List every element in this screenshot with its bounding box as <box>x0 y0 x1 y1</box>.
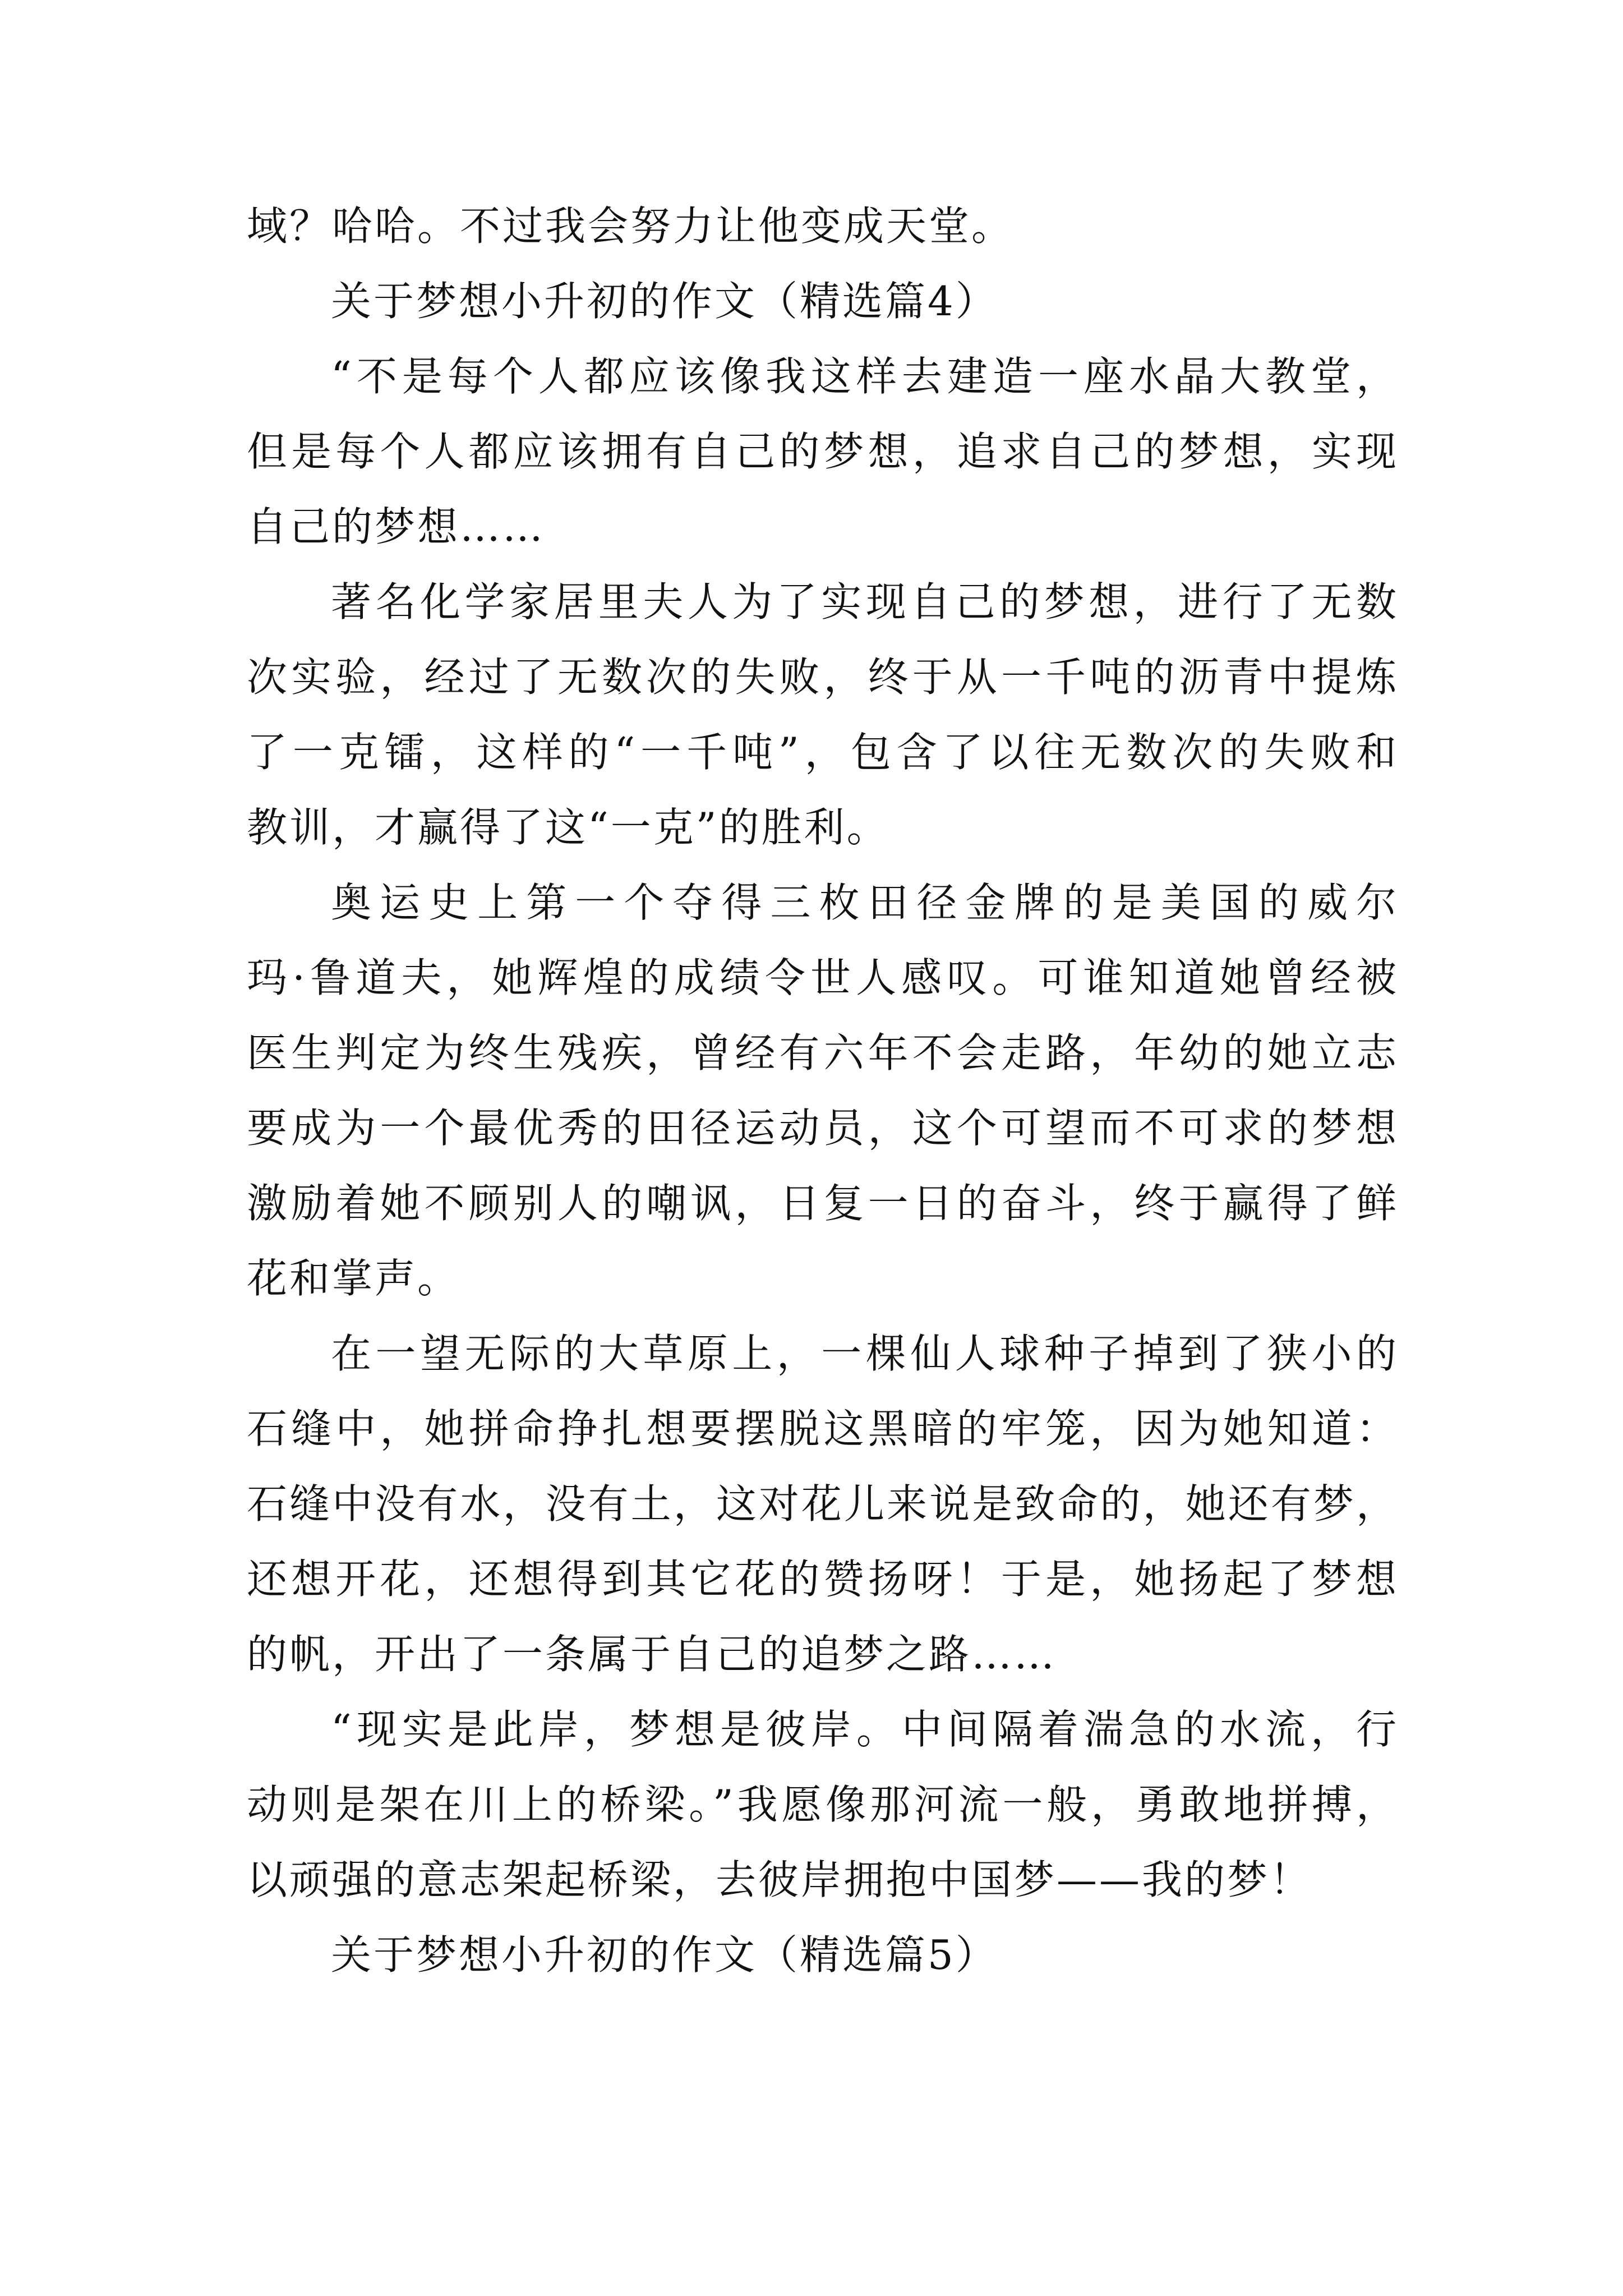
section-heading: 关于梦想小升初的作文（精选篇4） <box>331 278 998 325</box>
paragraph-line: 域？哈哈。不过我会努力让他变成天堂。 <box>247 203 1015 250</box>
paragraph-line: 激励着她不顾别人的嘲讽，日复一日的奋斗，终于赢得了鲜 <box>247 1180 1396 1227</box>
document-body <box>247 188 1396 1993</box>
paragraph-line: 著名化学家居里夫人为了实现自己的梦想，进行了无数 <box>331 578 1396 625</box>
paragraph-line: 但是每个人都应该拥有自己的梦想，追求自己的梦想，实现 <box>247 428 1396 475</box>
paragraph-line: 玛·鲁道夫，她辉煌的成绩令世人感叹。可谁知道她曾经被 <box>247 954 1396 1001</box>
paragraph-line: 以顽强的意志架起桥梁，去彼岸拥抱中国梦——我的梦！ <box>247 1856 1313 1903</box>
paragraph-line: 次实验，经过了无数次的失败，终于从一千吨的沥青中提炼 <box>247 654 1396 701</box>
section-heading: 关于梦想小升初的作文（精选篇5） <box>331 1931 998 1978</box>
paragraph-line: 教训，才赢得了这“一克”的胜利。 <box>247 804 889 851</box>
paragraph-line: “不是每个人都应该像我这样去建造一座水晶大教堂， <box>331 353 1396 400</box>
paragraph-line: 奥运史上第一个夺得三枚田径金牌的是美国的威尔 <box>331 879 1396 926</box>
paragraph-line: “现实是此岸，梦想是彼岸。中间隔着湍急的水流，行 <box>331 1706 1396 1753</box>
paragraph-line: 在一望无际的大草原上，一棵仙人球种子掉到了狭小的 <box>331 1330 1396 1377</box>
paragraph-line: 石缝中，她拼命挣扎想要摆脱这黑暗的牢笼，因为她知道： <box>247 1405 1396 1452</box>
paragraph-line: 还想开花，还想得到其它花的赞扬呀！于是，她扬起了梦想 <box>247 1556 1396 1603</box>
paragraph-line: 花和掌声。 <box>247 1255 460 1302</box>
paragraph-line: 医生判定为终生残疾，曾经有六年不会走路，年幼的她立志 <box>247 1029 1396 1076</box>
paragraph-line: 自己的梦想…… <box>247 503 546 550</box>
paragraph-line: 要成为一个最优秀的田径运动员，这个可望而不可求的梦想 <box>247 1105 1396 1152</box>
paragraph-line: 动则是架在川上的桥梁。”我愿像那河流一般，勇敢地拼搏， <box>247 1781 1396 1828</box>
paragraph-line: 了一克镭，这样的“一千吨”，包含了以往无数次的失败和 <box>247 729 1396 776</box>
paragraph-line: 的帆，开出了一条属于自己的追梦之路…… <box>247 1631 1057 1678</box>
paragraph-line: 石缝中没有水，没有土，这对花儿来说是致命的，她还有梦， <box>247 1480 1396 1527</box>
